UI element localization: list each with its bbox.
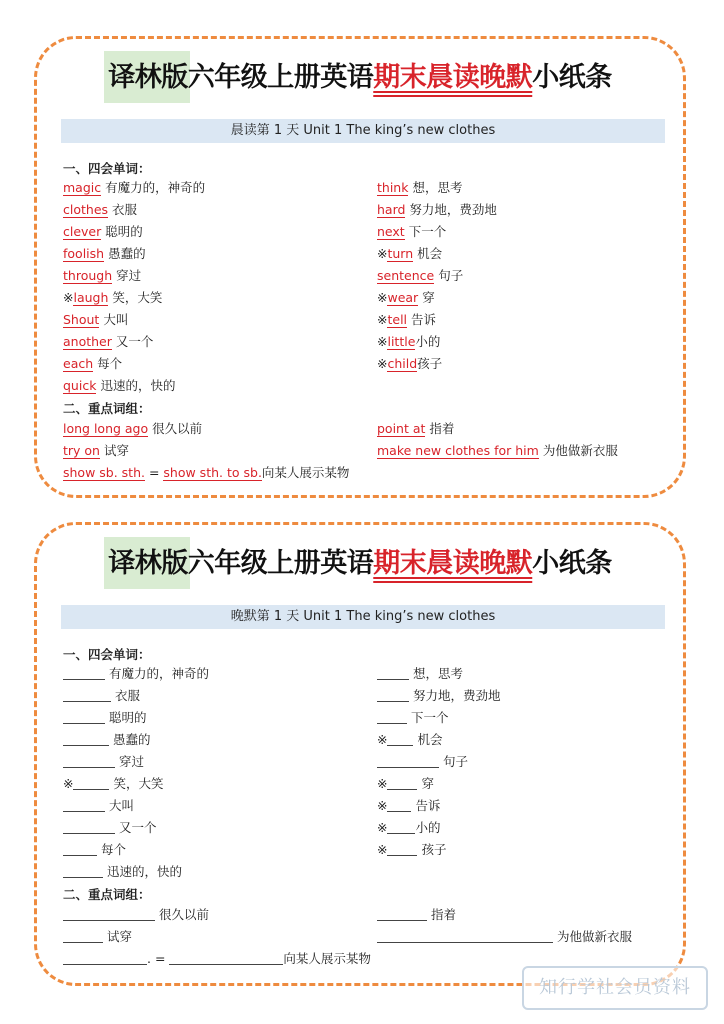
- answer-blank[interactable]: [377, 687, 409, 702]
- list-item: . = 向某人展示某物: [63, 950, 371, 968]
- morning-title: [37, 55, 683, 94]
- list-item: 想，思考: [377, 665, 463, 683]
- answer-blank[interactable]: [63, 906, 155, 921]
- answer-blank[interactable]: [387, 775, 417, 790]
- answer-blank[interactable]: [63, 819, 115, 834]
- list-item: through 穿过: [63, 268, 142, 283]
- list-item: another 又一个: [63, 334, 154, 349]
- answer-blank[interactable]: [63, 928, 103, 943]
- list-item: sentence 句子: [377, 268, 464, 283]
- answer-blank[interactable]: [63, 841, 97, 856]
- list-item: magic 有魔力的，神奇的: [63, 180, 206, 195]
- list-item: 愚蠢的: [63, 731, 151, 749]
- title-part1: 译林版六年级上册英语: [108, 548, 374, 579]
- evening-card: [34, 522, 686, 986]
- list-item: ※ 穿: [377, 776, 434, 791]
- list-item: each 每个: [63, 356, 123, 371]
- watermark-stamp: 知行学社会员资料: [522, 966, 708, 1010]
- answer-blank[interactable]: [387, 797, 411, 812]
- list-item: clever 聪明的: [63, 224, 143, 239]
- evening-title: [37, 541, 683, 580]
- morning-section-phrases: 二、重点词组：: [63, 401, 151, 416]
- list-item: ※wear 穿: [377, 290, 435, 305]
- list-item: clothes 衣服: [63, 202, 138, 217]
- answer-blank[interactable]: [377, 753, 439, 768]
- morning-banner: 晨读第 1 天 Unit 1 The king’s new clothes: [61, 119, 665, 143]
- list-item: think 想，思考: [377, 180, 463, 195]
- list-item: 衣服: [63, 687, 140, 705]
- answer-blank[interactable]: [63, 687, 111, 702]
- title-part2: 期末晨读晚默: [373, 548, 533, 579]
- list-item: ※tell 告诉: [377, 312, 437, 327]
- list-item: point at 指着: [377, 421, 455, 436]
- list-item: show sb. sth. = show sth. to sb.向某人展示某物: [63, 465, 350, 480]
- list-item: 有魔力的，神奇的: [63, 665, 209, 683]
- list-item: 试穿: [63, 928, 132, 946]
- title-part2: 期末晨读晚默: [373, 62, 533, 93]
- morning-card: [34, 36, 686, 498]
- answer-blank[interactable]: [387, 819, 415, 834]
- answer-blank[interactable]: [387, 841, 417, 856]
- list-item: ※ 小的: [377, 820, 441, 835]
- answer-blank[interactable]: [63, 709, 105, 724]
- answer-blank[interactable]: [63, 665, 105, 680]
- list-item: ※ 告诉: [377, 798, 441, 813]
- answer-blank[interactable]: [377, 709, 407, 724]
- list-item: quick 迅速的，快的: [63, 378, 176, 393]
- list-item: 指着: [377, 906, 456, 924]
- answer-blank[interactable]: [377, 906, 427, 921]
- answer-blank[interactable]: [63, 797, 105, 812]
- list-item: 大叫: [63, 797, 134, 815]
- evening-section-phrases: 二、重点词组：: [63, 887, 151, 902]
- list-item: ※ 笑，大笑: [63, 776, 164, 791]
- list-item: 句子: [377, 753, 468, 771]
- title-part3: 小纸条: [532, 62, 612, 93]
- answer-blank[interactable]: [63, 950, 147, 965]
- list-item: 迅速的，快的: [63, 863, 182, 881]
- list-item: 穿过: [63, 753, 144, 771]
- morning-section-words: 一、四会单词：: [63, 161, 151, 176]
- list-item: ※ 孩子: [377, 842, 447, 857]
- list-item: 努力地，费劲地: [377, 687, 501, 705]
- list-item: ※child孩子: [377, 356, 443, 371]
- list-item: ※little小的: [377, 334, 441, 349]
- list-item: long long ago 很久以前: [63, 421, 203, 436]
- list-item: ※ 机会: [377, 732, 443, 747]
- answer-blank[interactable]: [169, 950, 283, 965]
- answer-blank[interactable]: [377, 928, 553, 943]
- list-item: ※laugh 笑，大笑: [63, 290, 163, 305]
- list-item: ※turn 机会: [377, 246, 443, 261]
- list-item: 为他做新衣服: [377, 928, 632, 946]
- list-item: 每个: [63, 841, 126, 859]
- list-item: hard 努力地，费劲地: [377, 202, 497, 217]
- list-item: foolish 愚蠢的: [63, 246, 146, 261]
- answer-blank[interactable]: [387, 731, 413, 746]
- answer-blank[interactable]: [377, 665, 409, 680]
- answer-blank[interactable]: [63, 731, 109, 746]
- title-part3: 小纸条: [532, 548, 612, 579]
- list-item: 聪明的: [63, 709, 147, 727]
- answer-blank[interactable]: [73, 775, 109, 790]
- list-item: try on 试穿: [63, 443, 129, 458]
- list-item: Shout 大叫: [63, 312, 129, 327]
- list-item: 很久以前: [63, 906, 209, 924]
- evening-section-words: 一、四会单词：: [63, 647, 151, 662]
- answer-blank[interactable]: [63, 753, 115, 768]
- list-item: 下一个: [377, 709, 449, 727]
- list-item: make new clothes for him 为他做新衣服: [377, 443, 618, 458]
- title-part1: 译林版六年级上册英语: [108, 62, 374, 93]
- evening-banner: 晚默第 1 天 Unit 1 The king’s new clothes: [61, 605, 665, 629]
- list-item: 又一个: [63, 819, 157, 837]
- list-item: next 下一个: [377, 224, 447, 239]
- answer-blank[interactable]: [63, 863, 103, 878]
